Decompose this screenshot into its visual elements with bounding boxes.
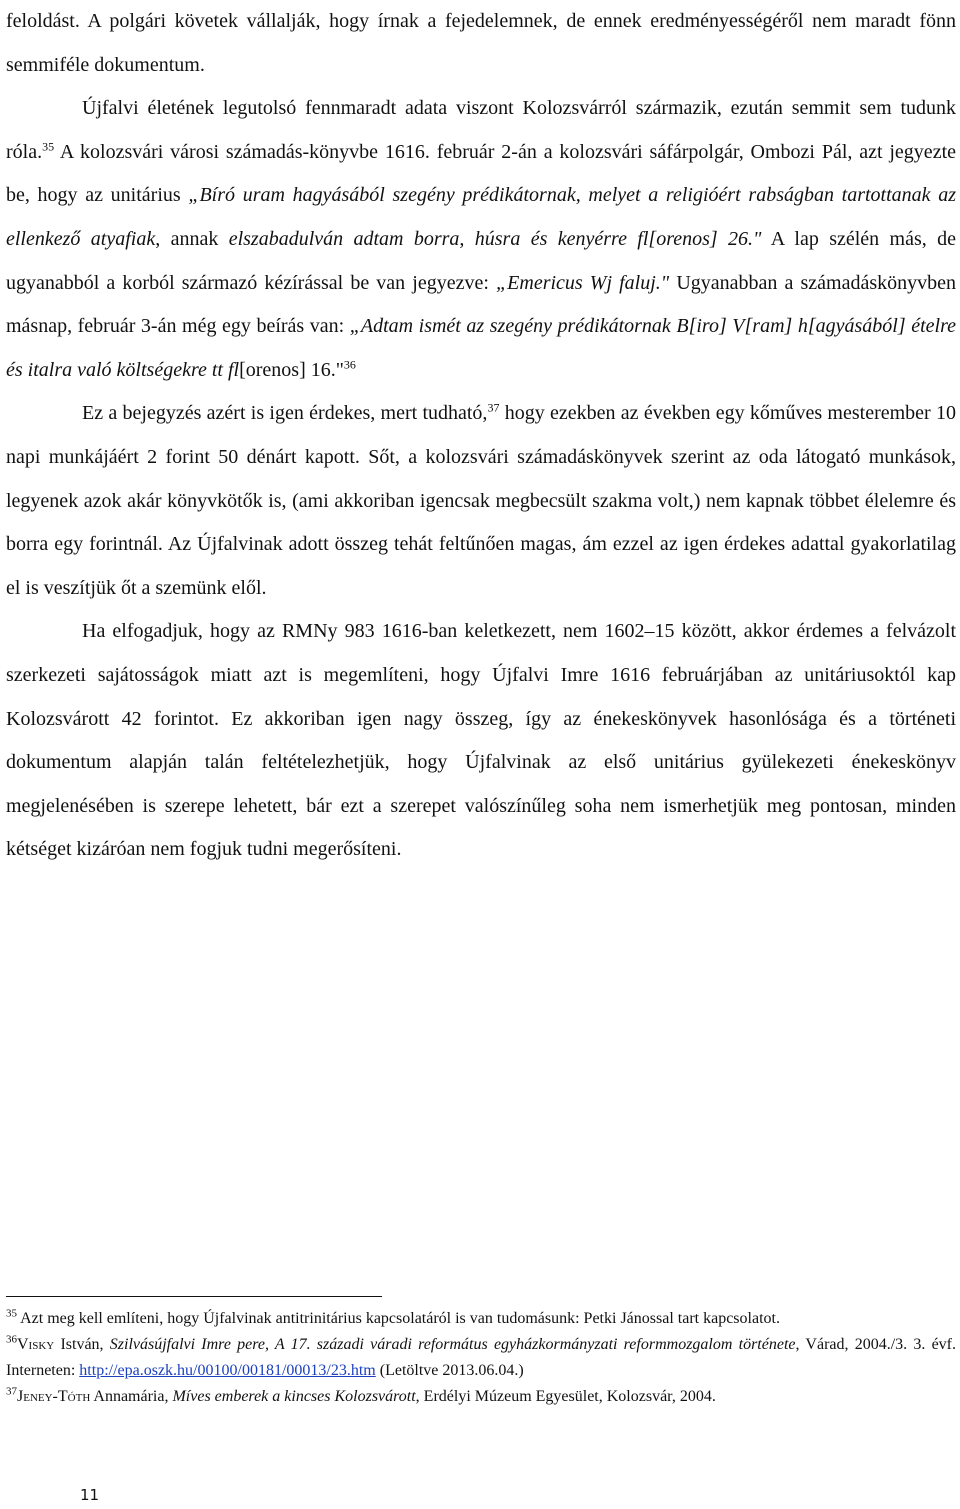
footnote-number-37: 37 bbox=[6, 1385, 17, 1398]
footnote-37-title: Míves emberek a kincses Kolozsvárott bbox=[172, 1388, 416, 1405]
p3-text-a: Ez a bejegyzés azért is igen érdekes, mert tudható, bbox=[82, 402, 488, 425]
footnote-37-author-surname: Jeney-Tóth bbox=[17, 1388, 91, 1405]
paragraph-3 bbox=[6, 392, 956, 610]
footnote-36-rest: , Várad, 2004./3. 3. évf. Interneten: bbox=[6, 1336, 957, 1379]
p2-quote-1b: elszabadulván adtam borra, húsra és kenyérre fl[orenos] 26." bbox=[228, 227, 762, 250]
p2-text-d: A lap szélén más, de ugyanabból a korból származó kézírással be van jegyezve: bbox=[6, 227, 957, 294]
p2-text-c: , annak bbox=[155, 227, 229, 250]
p2-quote-2: „Emericus Wj faluj." bbox=[496, 271, 670, 294]
p3-text-b: hogy ezekben az években egy kőműves mesterember 10 napi munkájáért 2 forint 50 dénárt kapott. Sőt, a kolozsvári számadáskönyvek szerint az oda látogató munkások, legyenek azok akár könyvkötők is, (ami akkoriban igencsak megbecsült szakma volt,) nem kapnak többet élelemre és borra egy forintnál. Az Újfalvinak adott összeg tehát feltűnően magas, ám ezzel az igen érdekes adattal gyakorlatilag el is veszítjük őt a szemünk elől. bbox=[6, 402, 956, 599]
p2-quote-1: „Bíró uram hagyásából szegény prédikátornak, melyet a religióért rabságban tartottanak az ellenkező atyafiak bbox=[6, 184, 956, 250]
paragraph-1: feloldást. A polgári követek vállalják, hogy írnak a fejedelemnek, de ennek eredményességéről nem maradt fönn semmiféle dokumentum. bbox=[6, 10, 956, 76]
footnote-35-text: Azt meg kell említeni, hogy Újfalvinak antitrinitárius kapcsolatáról is van tudomásunk: Petki Jánossal tart kapcsolatot. bbox=[17, 1310, 780, 1327]
p2-text-a: Újfalvi életének legutolsó fennmaradt adata viszont Kolozsvárról származik, ezután semmit sem tudunk róla. bbox=[6, 97, 956, 163]
page-body bbox=[6, 0, 956, 872]
footnote-separator bbox=[6, 1296, 382, 1297]
footnote-37-rest: , Erdélyi Múzeum Egyesület, Kolozsvár, 2004. bbox=[415, 1388, 716, 1405]
footnote-36-link[interactable]: http://epa.oszk.hu/00100/00181/00013/23.htm bbox=[79, 1362, 376, 1379]
footnote-36-after-link: (Letöltve 2013.06.04.) bbox=[375, 1362, 524, 1379]
footnote-ref-37[interactable]: 37 bbox=[487, 400, 500, 415]
footnote-number-35: 35 bbox=[6, 1307, 17, 1320]
footnote-number-36: 36 bbox=[6, 1333, 17, 1346]
footnote-36-author-surname: Visky bbox=[17, 1336, 55, 1353]
footnote-37-author-given: Annamária, bbox=[90, 1388, 173, 1405]
paragraph-2 bbox=[6, 87, 956, 392]
footnote-ref-35[interactable]: 35 bbox=[42, 139, 55, 154]
footnote-36-title: Szilvásújfalvi Imre pere, A 17. századi váradi református egyházkormányzati reformmozgalom története bbox=[109, 1336, 796, 1353]
page-number: 11 bbox=[80, 1486, 100, 1504]
footnote-35 bbox=[6, 1306, 956, 1332]
footnote-37 bbox=[6, 1384, 956, 1410]
paragraph-4: Ha elfogadjuk, hogy az RMNy 983 1616-ban keletkezett, nem 1602–15 között, akkor érdemes a felvázolt szerkezeti sajátosságok miatt azt is megemlíteni, hogy Újfalvi Imre 1616 februárjában az unitáriusoktól kap Kolozsvárott 42 forintot. Ez akkoriban igen nagy összeg, így az énekeskönyvek hasonlósága és a történeti dokumentum alapján talán feltételezhetjük, hogy Újfalvinak az első unitárius gyülekezeti énekeskönyv megjelenésében is szerepe lehetett, bár ezt a szerepet valószínűleg soha nem ismerhetjük meg pontosan, minden kétséget kizáróan nem fogjuk tudni megerősíteni. bbox=[6, 620, 956, 861]
main-text bbox=[6, 0, 956, 872]
p2-text-b: A kolozsvári városi számadás-könyvbe 1616. február 2-án a kolozsvári sáfárpolgár, Ombozi Pál, azt jegyezte be, hogy az unitárius bbox=[6, 140, 956, 207]
footnote-36-author-given: István, bbox=[54, 1336, 110, 1353]
footnotes bbox=[6, 1306, 956, 1410]
footnote-ref-36[interactable]: 36 bbox=[343, 357, 356, 372]
footnote-36 bbox=[6, 1332, 956, 1384]
p2-text-f: [orenos] 16." bbox=[239, 358, 344, 381]
p2-text-e: Ugyanabban a számadáskönyvben másnap, február 3-án még egy beírás van: bbox=[6, 271, 956, 338]
p2-quote-3: „Adtam ismét az szegény prédikátornak B[iro] V[ram] h[agyásából] ételre és italra való költségekre tt fl bbox=[6, 315, 956, 381]
